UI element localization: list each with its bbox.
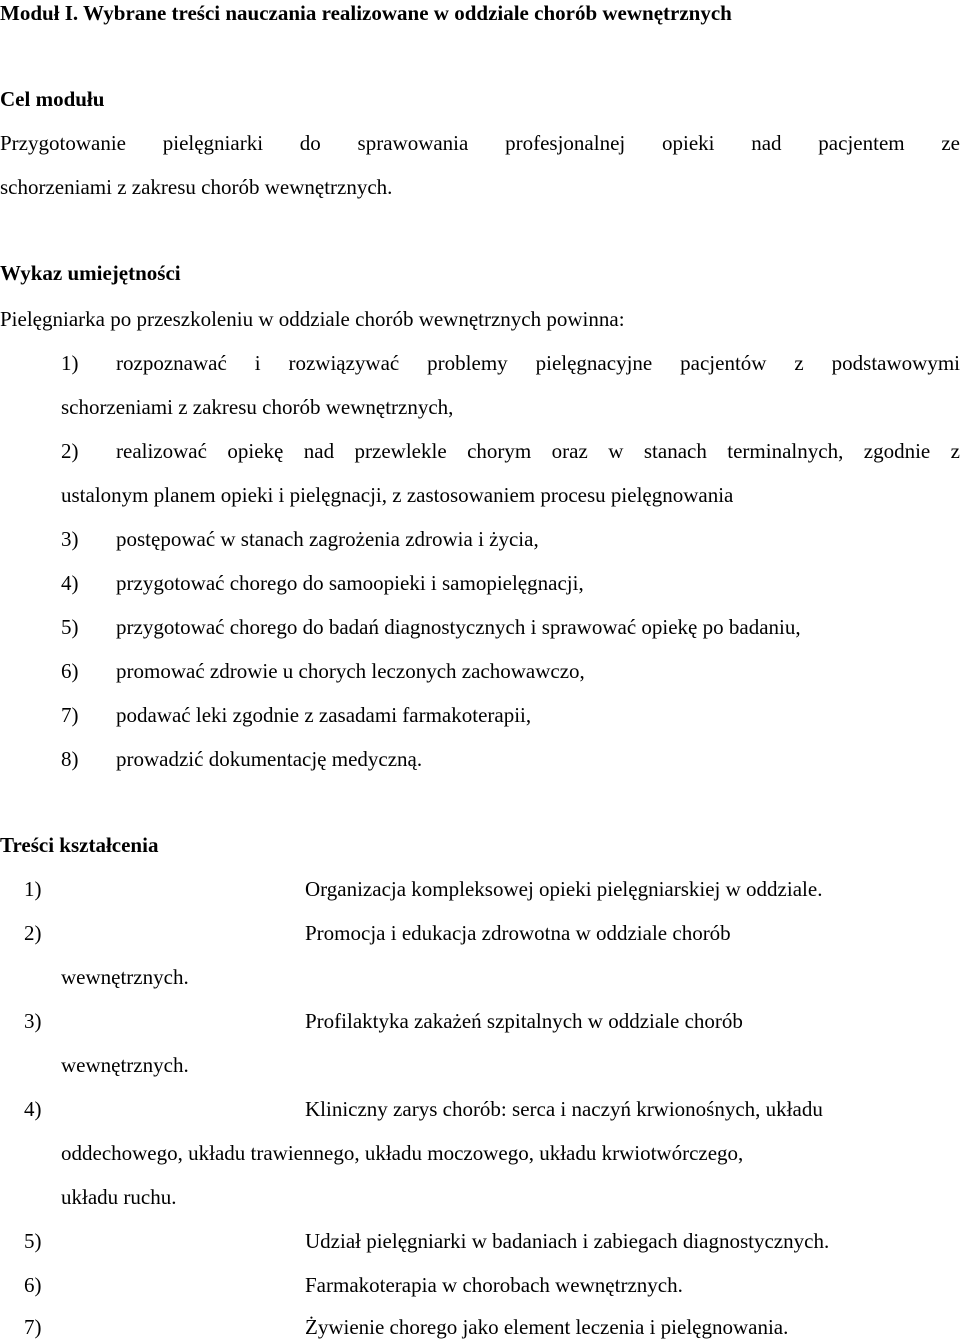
item-text-continuation: schorzeniami z zakresu chorób wewnętrznych,	[61, 395, 454, 419]
item-text-continuation: oddechowego, układu trawiennego, układu moczowego, układu krwiotwórczego,	[61, 1141, 744, 1165]
item-text: promować zdrowie u chorych leczonych zachowawczo,	[116, 659, 585, 683]
item-text-continuation: układu ruchu.	[61, 1185, 177, 1209]
item-number: 1)	[61, 351, 79, 375]
item-number: 3)	[24, 1009, 42, 1033]
item-number: 3)	[61, 527, 79, 551]
item-text: Udział pielęgniarki w badaniach i zabiegach diagnostycznych.	[305, 1229, 830, 1253]
item-text: Żywienie chorego jako element leczenia i pielęgnowania.	[305, 1315, 789, 1339]
item-text: Farmakoterapia w chorobach wewnętrznych.	[305, 1273, 683, 1297]
document-title: Moduł I. Wybrane treści nauczania realizowane w oddziale chorób wewnętrznych	[0, 1, 732, 25]
item-number: 7)	[24, 1315, 42, 1339]
item-text: realizować opiekę nad przewlekle chorym oraz w stanach terminalnych, zgodnie z	[116, 439, 960, 463]
goal-text-line-1: Przygotowanie pielęgniarki do sprawowania profesjonalnej opieki nad pacjentem ze	[0, 131, 960, 155]
item-number: 4)	[24, 1097, 42, 1121]
item-text: przygotować chorego do samoopieki i samopielęgnacji,	[116, 571, 584, 595]
item-number: 5)	[24, 1229, 42, 1253]
item-number: 4)	[61, 571, 79, 595]
item-number: 2)	[61, 439, 79, 463]
item-text: Promocja i edukacja zdrowotna w oddziale chorób	[305, 921, 731, 945]
item-number: 6)	[24, 1273, 42, 1297]
item-text-continuation: ustalonym planem opieki i pielęgnacji, z zastosowaniem procesu pielęgnowania	[61, 483, 734, 507]
item-text: podawać leki zgodnie z zasadami farmakoterapii,	[116, 703, 532, 727]
item-number: 1)	[24, 877, 42, 901]
item-text-continuation: wewnętrznych.	[61, 965, 189, 989]
item-number: 5)	[61, 615, 79, 639]
item-number: 2)	[24, 921, 42, 945]
item-number: 7)	[61, 703, 79, 727]
item-text: prowadzić dokumentację medyczną.	[116, 747, 423, 771]
content-heading: Treści kształcenia	[0, 833, 159, 857]
goal-heading: Cel modułu	[0, 87, 105, 111]
item-number: 6)	[61, 659, 79, 683]
item-text: Organizacja kompleksowej opieki pielęgniarskiej w oddziale.	[305, 877, 823, 901]
item-text: Profilaktyka zakażeń szpitalnych w oddziale chorób	[305, 1009, 743, 1033]
item-text: rozpoznawać i rozwiązywać problemy pielęgnacyjne pacjentów z podstawowymi	[116, 351, 960, 375]
item-text-continuation: wewnętrznych.	[61, 1053, 189, 1077]
goal-text-line-2: schorzeniami z zakresu chorób wewnętrznych.	[0, 175, 393, 199]
item-text: postępować w stanach zagrożenia zdrowia i życia,	[116, 527, 539, 551]
skills-heading: Wykaz umiejętności	[0, 261, 181, 285]
item-text: przygotować chorego do badań diagnostycznych i sprawować opiekę po badaniu,	[116, 615, 801, 639]
item-text: Kliniczny zarys chorób: serca i naczyń krwionośnych, układu	[305, 1097, 823, 1121]
skills-intro: Pielęgniarka po przeszkoleniu w oddziale chorób wewnętrznych powinna:	[0, 307, 625, 331]
item-number: 8)	[61, 747, 79, 771]
